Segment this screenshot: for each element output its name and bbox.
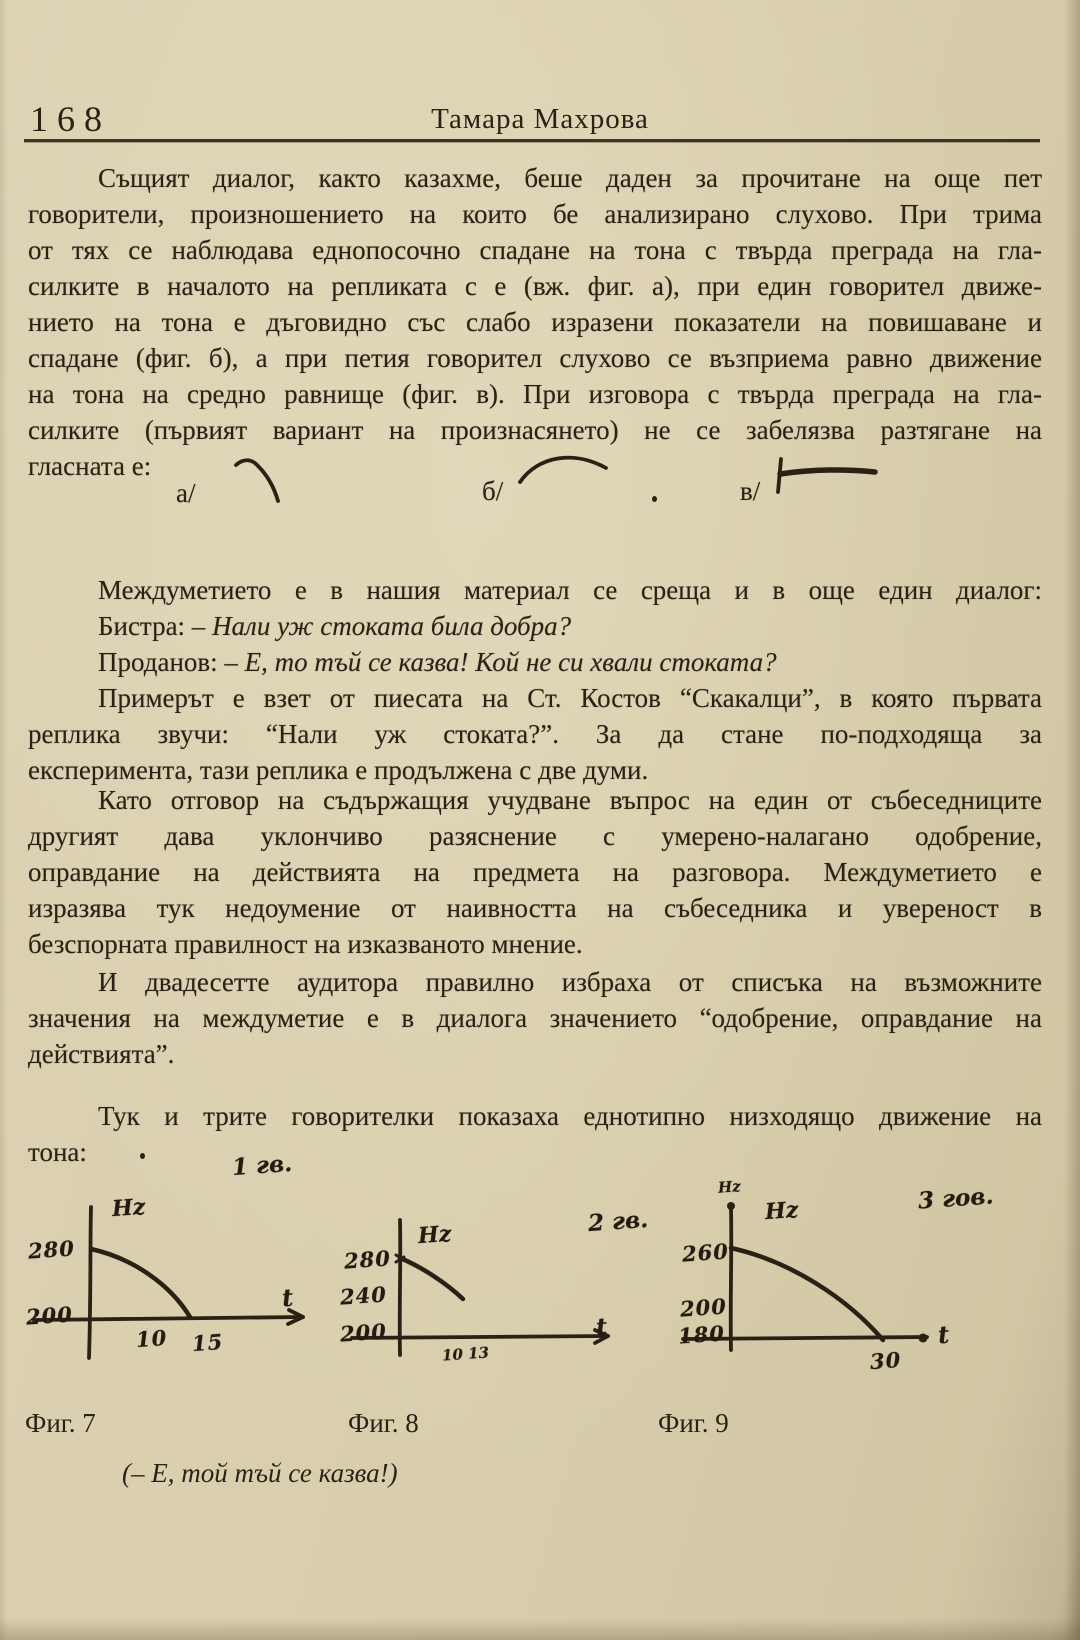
fig8-y-axis: [400, 1220, 401, 1355]
text-line: Като отговор на съдържащия учудване въпрос на един от събеседниците: [98, 785, 1042, 815]
text-line: значения на междуметие е в диалога значението “одобрение, оправдание на: [28, 1003, 1042, 1033]
page-edge-shadow-left: [0, 0, 8, 1640]
paragraph-1: [28, 160, 1042, 484]
fig9-speaker-label: 3 гов.: [917, 1182, 995, 1215]
fig7-ytick-200: 200: [25, 1301, 74, 1330]
fig8-x-axis: [352, 1336, 608, 1338]
text-line: нието на тона е дъговидно със слабо изразени показатели на повишаване и: [28, 307, 1042, 337]
fig9-time-label: t: [937, 1319, 951, 1350]
text-line: говорители, произношението на които бе анализирано слухово. При трима: [28, 199, 1042, 229]
text-line: действията”.: [28, 1039, 175, 1069]
fig7-x-axis: [34, 1317, 303, 1320]
text-line: Междуметието е в нашия материал се среща и в още един диалог:: [98, 575, 1042, 605]
text-line: силките (първият вариант на произнасянето) не се забелязва разтягане на: [28, 415, 1042, 445]
fig8-ytick-240: 240: [339, 1281, 388, 1310]
text-line: реплика звучи: “Нали уж стоката?”. За да стане по-подходяща за: [28, 719, 1042, 749]
fig7-unit-label: Hz: [111, 1193, 147, 1223]
fig7-xtick-10: 10: [135, 1324, 169, 1353]
fig9-unit-label-top: Hz: [717, 1177, 742, 1197]
dialog-section: [28, 572, 1042, 788]
fig9-ytick-180: 180: [677, 1320, 726, 1349]
fig9-axis-end-dot: [919, 1334, 928, 1343]
page-edge-shadow-right: [1064, 0, 1080, 1640]
text-line: на тона на средно равнище (фиг. в). При изговора с твърда преграда на гла-: [28, 379, 1042, 409]
fig8-speaker-label: 2 гв.: [587, 1205, 649, 1238]
text-line: изразява тук недоумение от наивността на събеседника и увереност в: [28, 893, 1042, 923]
text-line: спадане (фиг. б), а при петия говорител слухово се възприема равно движение: [28, 343, 1042, 373]
paragraph-4: [28, 782, 1042, 962]
fig7-ytick-280: 280: [27, 1235, 76, 1264]
paragraph-5: [28, 964, 1042, 1072]
dialog-line-bistra: [28, 608, 1042, 644]
fig9-pitch-curve: [731, 1248, 883, 1340]
fig9-ytick-200: 200: [679, 1293, 728, 1322]
fig7-speaker-label: 1 гв.: [231, 1149, 293, 1182]
contour-v-label: в/: [740, 476, 761, 506]
fig8-ytick-280: 280: [343, 1245, 392, 1274]
text-line: силките в началото на репликата с е (вж. фиг. а), при един говорител движе-: [28, 271, 1042, 301]
fig8-xtick-labels: 10 13: [441, 1343, 490, 1365]
text-line: от тях се наблюдава еднопосочно спадане на тона с твърда преграда на гла-: [28, 235, 1042, 265]
fig9-unit-label: Hz: [764, 1196, 800, 1226]
fig9-y-axis: [731, 1208, 732, 1350]
contour-a-label: а/: [176, 478, 196, 508]
fig9-caption: Фиг. 9: [658, 1408, 729, 1438]
dialog-replica: Е, то тъй се казва! Кой не си хвали стоката?: [244, 647, 777, 677]
speaker-name: Проданов: –: [98, 647, 245, 677]
fig7-xtick-15: 15: [191, 1328, 225, 1357]
contour-v-level-line-icon: [772, 452, 882, 498]
fig8-caption: Фиг. 8: [348, 1408, 419, 1438]
text-line: гласната е:: [28, 451, 152, 481]
text-line: оправдание на действията на предмета на разговора. Междуметието е: [28, 857, 1042, 887]
page-number: 168: [30, 99, 111, 139]
text-line: тона:: [28, 1137, 87, 1167]
fig8-unit-label: Hz: [417, 1220, 453, 1250]
fig7-plot: [20, 1145, 350, 1385]
contour-a-falling-curve-icon: [232, 452, 292, 510]
ink-speck: [652, 496, 657, 502]
page-edge-shadow-bottom: [0, 1618, 1080, 1640]
fig7-pitch-curve: [91, 1249, 190, 1317]
text-line: Примерът е взет от пиесата на Ст. Костов “Скакалци”, в която първата: [98, 683, 1042, 713]
fig7-time-label: t: [281, 1282, 295, 1313]
text-line: И двадесетте аудитора правилно избраха от списъка на възможните: [98, 967, 1042, 997]
fig7-y-axis: [89, 1207, 91, 1358]
fig9-xtick-30: 30: [869, 1346, 903, 1375]
dialog-replica: Нали уж стоката била добра?: [212, 611, 572, 641]
header-rule: [24, 139, 1040, 142]
fig9-axis-top-dot: [727, 1202, 735, 1210]
speaker-name: Бистра: –: [98, 611, 213, 641]
text-line: експеримента, тази реплика е продължена с две думи.: [28, 755, 649, 785]
dialog-line-prodanov: [28, 644, 1042, 680]
text-line: безспорната правилност на изказваното мнение.: [28, 929, 583, 959]
ink-speck: [140, 1153, 145, 1159]
fig8-ytick-200: 200: [339, 1318, 388, 1347]
running-head-author: Тамара Махрова: [431, 103, 649, 135]
contour-b-arc-icon: [516, 446, 616, 492]
fig8-time-label: t: [595, 1311, 609, 1342]
fig7-caption: Фиг. 7: [25, 1408, 96, 1438]
contour-b-label: б/: [482, 476, 504, 506]
figure-note: (– Е, той тъй се казва!): [122, 1458, 398, 1488]
text-line: Тук и трите говорителки показаха еднотипно низходящо движение на: [98, 1101, 1042, 1131]
fig9-ytick-260: 260: [681, 1238, 730, 1267]
text-line: другият дава уклончиво разяснение с умерено-налагано одобрение,: [28, 821, 1042, 851]
text-line: Същият диалог, както казахме, беше даден за прочитане на още пет: [98, 163, 1042, 193]
fig8-pitch-curve: [400, 1258, 463, 1299]
